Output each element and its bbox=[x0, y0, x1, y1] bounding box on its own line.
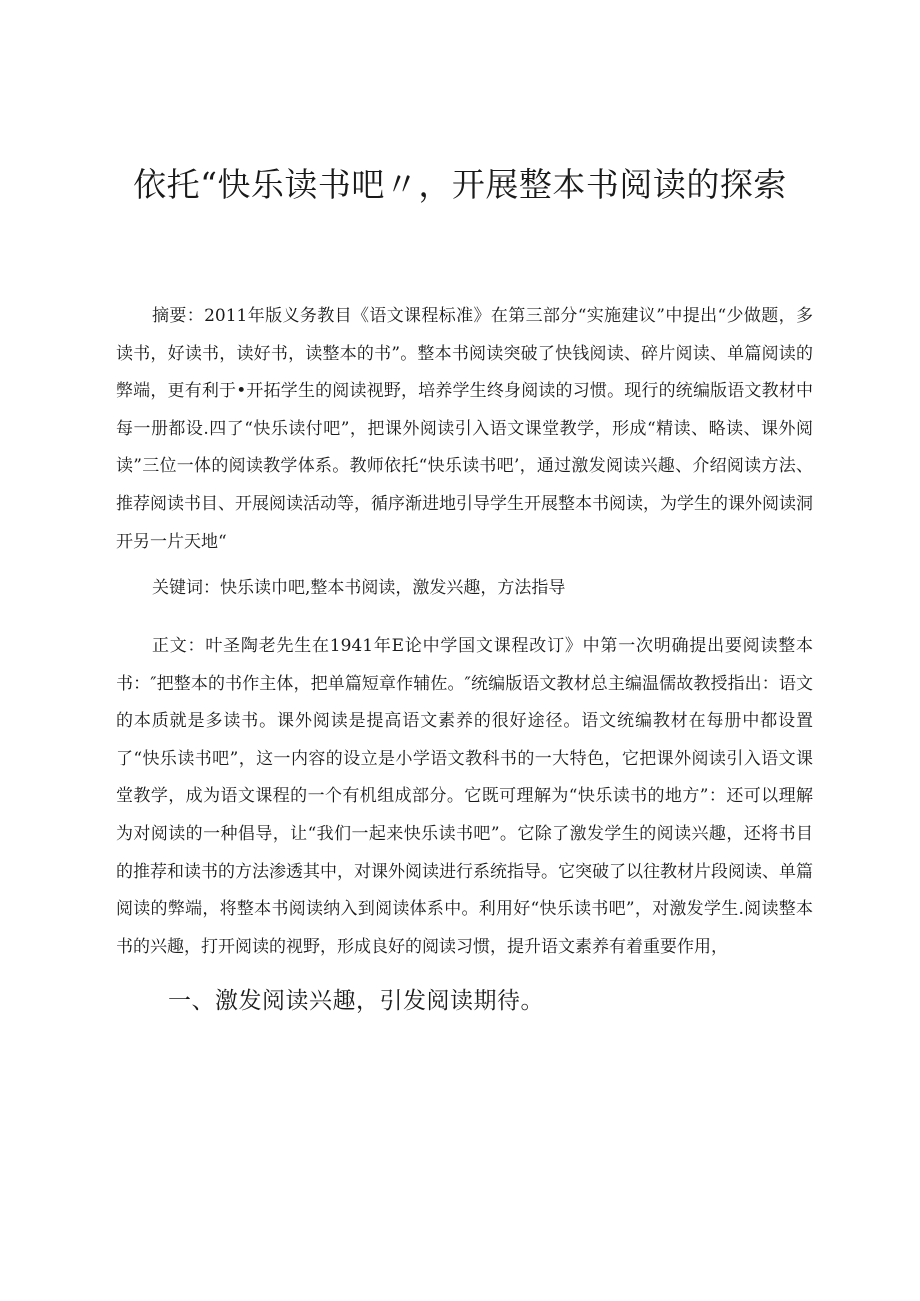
section-heading: 一、激发阅读兴趣，引发阅读期待。 bbox=[168, 988, 544, 1014]
body-paragraph: 正文：叶圣陶老先生在1941年E论中学国文课程改订》中第一次明确提出要阅读整本书：″把整本的书作主体，把单篇短章作辅佐。″统编版语文教材总主编温儒故教授指出：语文的本质就是多读书。课外阅读是提高语文素养的很好途径。语文统编教材在每册中都设置了“快乐读书吧”，这一内容的设立是小学语文教科书的一大特色，它把课外阅读引入语文课堂教学，成为语文课程的一个有机组成部分。它既可理解为“快乐读书的地方”：还可以理解为对阅读的一种倡导，让“我们一起来快乐读书吧”。它除了激发学生的阅读兴趣，还将书目的推荐和读书的方法渗透其中，对课外阅读进行系统指导。它突破了以往教材片段阅读、单篇阅读的弊端，将整本书阅读纳入到阅读体系中。利用好“快乐读书吧”，对激发学生.阅读整本书的兴趣，打开阅读的视野，形成良好的阅读习惯，提升语文素养有着重要作用， bbox=[116, 636, 813, 957]
document-title: 依托“快乐读书吧〃，开展整本书阅读的探索 bbox=[133, 165, 787, 204]
keywords-paragraph: 关键词：快乐读巾吧,整本书阅读，激发兴趣，方法指导 bbox=[152, 578, 566, 598]
abstract-paragraph: 摘要：2011年版义务教目《语文课程标准》在第三部分“实施建议”中提出“少做题，多读书，好读书，读好书，读整本的书”。整本书阅读突破了快钱阅读、碎片阅读、单篇阅读的弊端，更有利于•开拓学生的阅读视野，培养学生终身阅读的习惯。现行的统编版语文教材中每一册都设.四了“快乐读付吧”，把课外阅读引入语文课堂教学，形成“精读、略读、课外阅读”三位一体的阅读教学体系。教师依托“快乐读书吧’，通过激发阅读兴趣、介绍阅读方法、推荐阅读书目、开展阅读活动等，循序渐进地引导学生开展整本书阅读，为学生的课外阅读洞开另一片天地“ bbox=[116, 306, 813, 552]
